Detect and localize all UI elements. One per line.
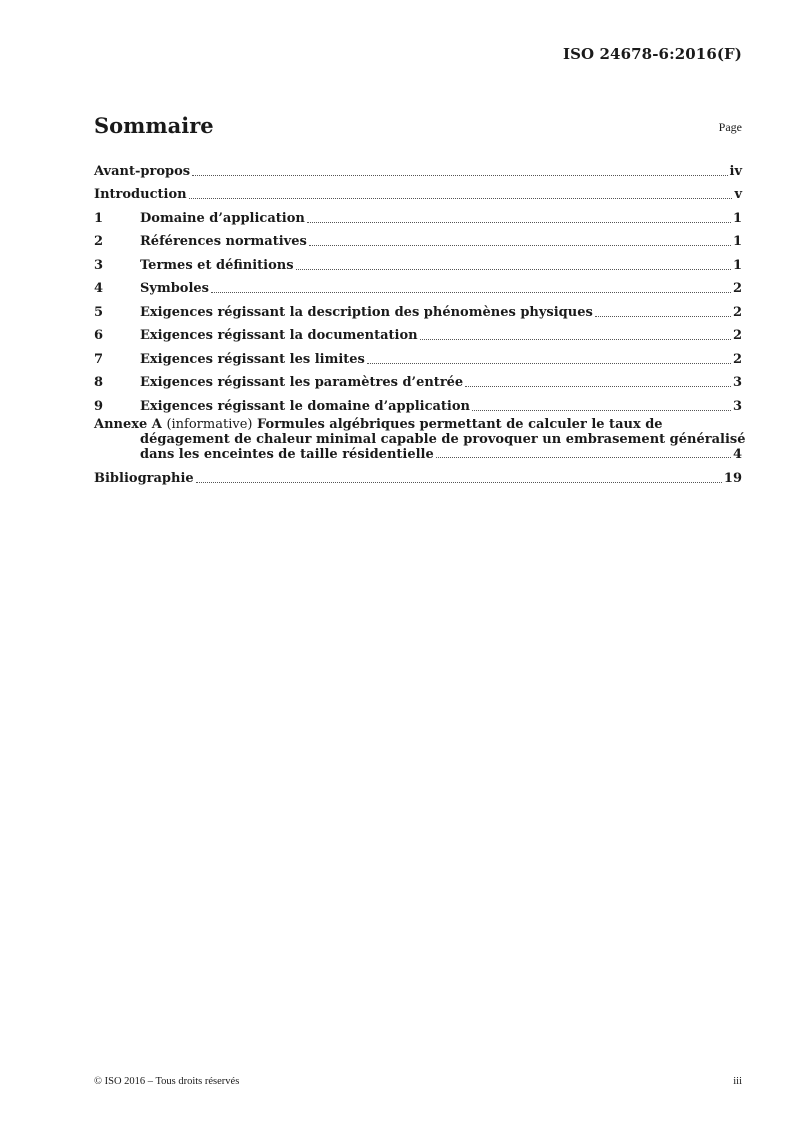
toc-leader xyxy=(472,409,731,411)
toc-entry-annex-a[interactable] xyxy=(94,416,746,462)
toc-entry-label: Introduction xyxy=(94,187,187,202)
toc-leader xyxy=(465,385,731,387)
toc-entry-introduction[interactable] xyxy=(94,180,742,204)
toc-entry-page: 2 xyxy=(732,328,742,343)
toc-leader xyxy=(420,338,731,340)
toc-leader xyxy=(595,315,731,317)
toc-entry-number: 4 xyxy=(94,281,104,296)
toc-entry-7[interactable] xyxy=(94,344,742,368)
toc-entry-page: 4 xyxy=(732,446,742,462)
table-of-contents xyxy=(94,156,746,487)
toc-entry-4[interactable] xyxy=(94,274,742,298)
toc-entry-page: 2 xyxy=(732,304,742,320)
toc-entry-avant-propos[interactable] xyxy=(94,156,742,180)
annex-prefix: Annexe A xyxy=(94,416,162,432)
toc-entry-page: 2 xyxy=(732,351,742,367)
toc-entry-number: 6 xyxy=(94,328,104,343)
toc-entry-label: Bibliographie xyxy=(94,471,194,486)
toc-entry-label: Avant-propos xyxy=(94,163,191,179)
toc-entry-page: 19 xyxy=(723,471,742,486)
toc-leader xyxy=(436,456,731,458)
page-number: iii xyxy=(733,1076,742,1087)
toc-leader xyxy=(196,481,722,483)
toc-entry-number: 5 xyxy=(94,304,104,320)
toc-entry-3[interactable] xyxy=(94,250,742,274)
toc-entry-page: 1 xyxy=(732,257,742,273)
toc-entry-5[interactable] xyxy=(94,297,742,321)
toc-entry-page: 3 xyxy=(732,398,742,414)
annex-type: (informative) xyxy=(166,416,253,432)
toc-entry-8[interactable] xyxy=(94,368,742,392)
toc-entry-label: Exigences régissant la description des phénomènes physiques xyxy=(140,304,593,320)
toc-entry-number: 1 xyxy=(94,210,104,226)
page-title: Sommaire xyxy=(94,113,214,138)
toc-entry-label: Exigences régissant la documentation xyxy=(140,328,418,343)
toc-entry-number: 9 xyxy=(94,398,104,414)
toc-leader xyxy=(211,291,731,293)
toc-entry-page: 3 xyxy=(732,375,742,390)
toc-leader xyxy=(192,174,727,176)
document-id: ISO 24678-6:2016(F) xyxy=(562,45,742,63)
page-column-label: Page xyxy=(718,120,742,134)
toc-entry-label: Exigences régissant les limites xyxy=(140,351,365,367)
annex-title-line-3: dans les enceintes de taille résidentielle xyxy=(140,446,434,462)
annex-title-line-1: Formules algébriques permettant de calculer le taux de xyxy=(257,416,663,432)
toc-leader xyxy=(296,268,731,270)
toc-entry-label: Références normatives xyxy=(140,234,307,249)
toc-entry-page: iv xyxy=(729,163,742,179)
toc-entry-page: 1 xyxy=(732,210,742,226)
toc-entry-bibliography[interactable] xyxy=(94,464,742,488)
toc-entry-1[interactable] xyxy=(94,203,742,227)
toc-entry-9[interactable] xyxy=(94,391,742,415)
toc-entry-page: v xyxy=(734,187,742,202)
toc-entry-2[interactable] xyxy=(94,227,742,251)
toc-entry-label: Exigences régissant les paramètres d’entrée xyxy=(140,375,464,390)
toc-leader xyxy=(309,244,731,246)
toc-leader xyxy=(189,197,733,199)
annex-title-line-2: dégagement de chaleur minimal capable de provoquer un embrasement généralisé xyxy=(140,431,746,447)
toc-entry-label: Exigences régissant le domaine d’application xyxy=(140,398,470,414)
toc-leader xyxy=(307,221,731,223)
toc-entry-label: Domaine d’application xyxy=(140,210,305,226)
toc-entry-number: 2 xyxy=(94,234,104,249)
toc-leader xyxy=(367,362,731,364)
toc-entry-number: 7 xyxy=(94,351,104,367)
toc-entry-6[interactable] xyxy=(94,321,742,345)
toc-entry-label: Termes et définitions xyxy=(140,257,294,273)
copyright-notice: © ISO 2016 – Tous droits réservés xyxy=(94,1076,240,1087)
toc-entry-page: 2 xyxy=(732,281,742,296)
toc-entry-label: Symboles xyxy=(140,281,209,296)
toc-entry-number: 8 xyxy=(94,375,104,390)
toc-entry-number: 3 xyxy=(94,257,104,273)
toc-entry-page: 1 xyxy=(732,234,742,249)
